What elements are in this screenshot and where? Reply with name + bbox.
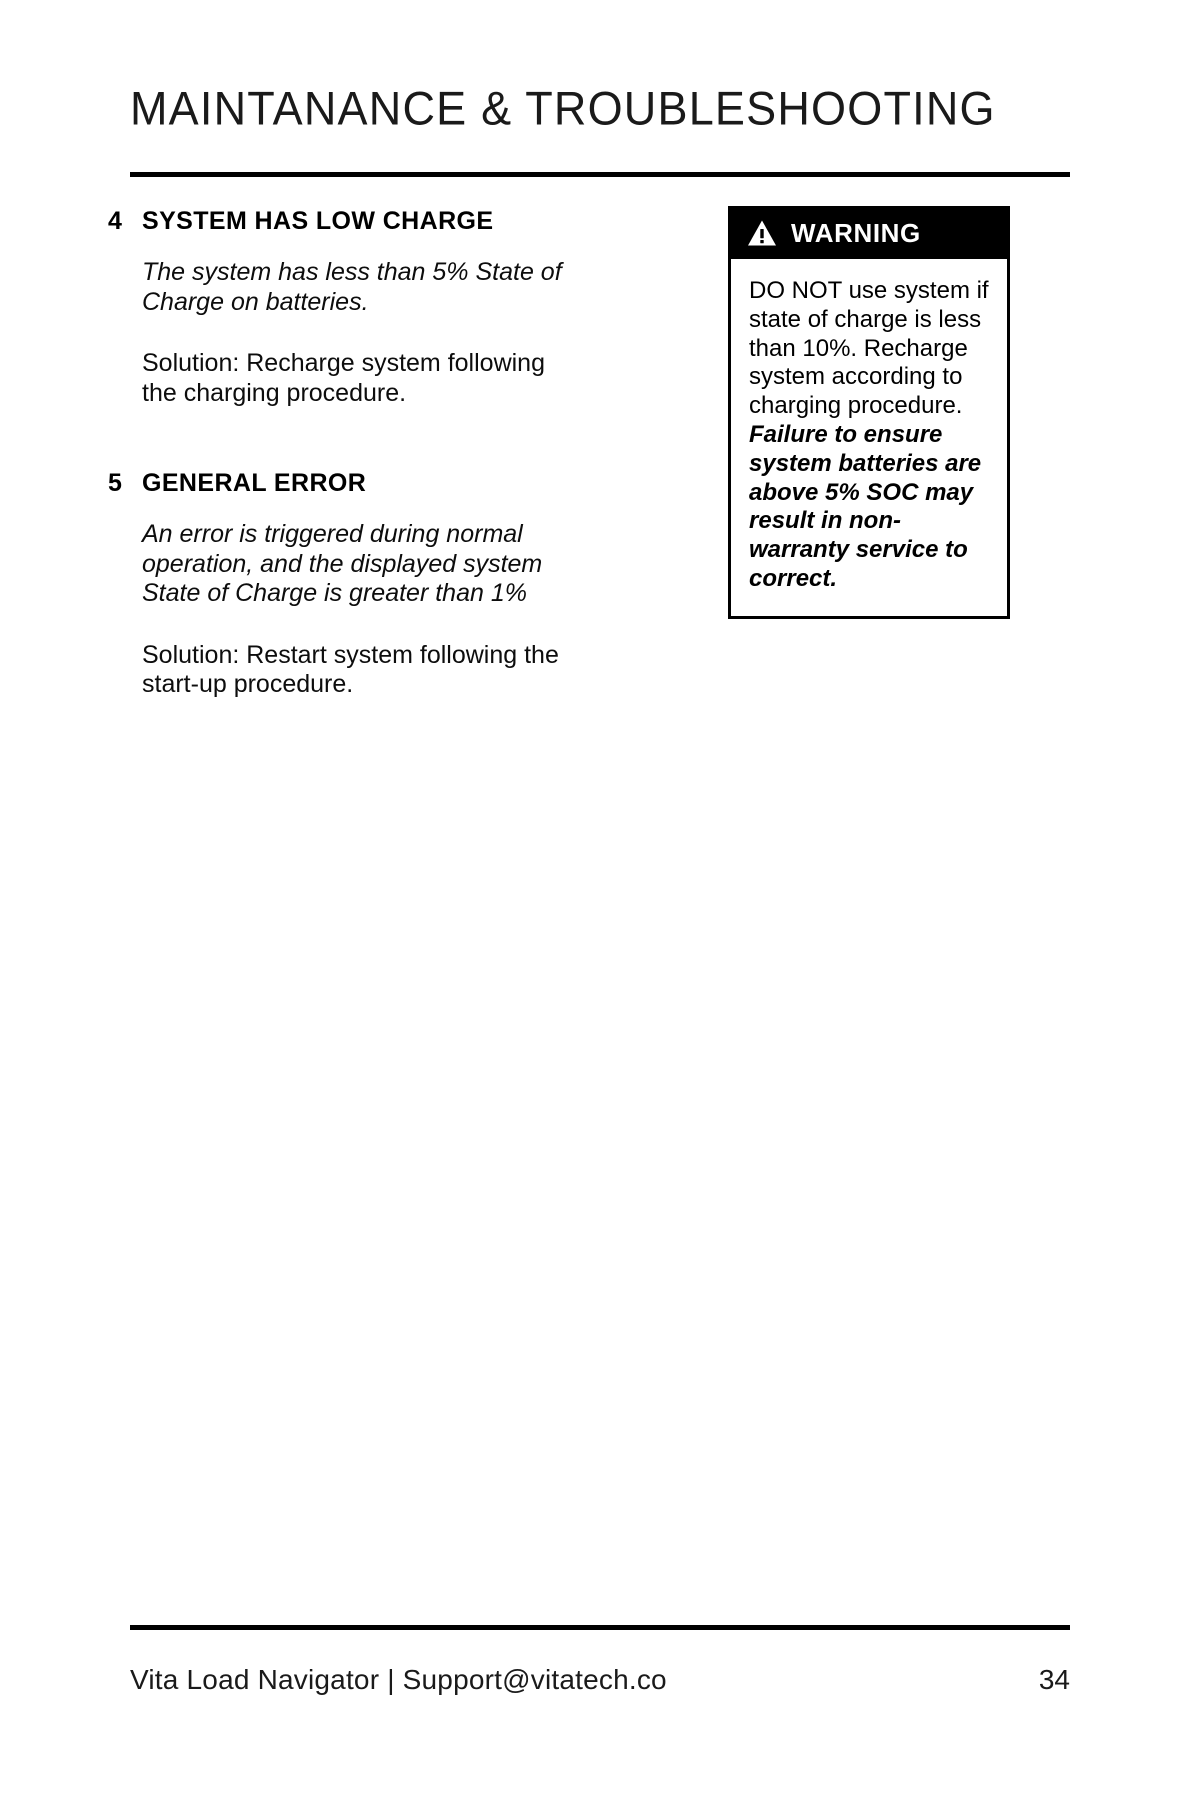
page-footer bbox=[130, 1664, 1070, 1696]
right-column bbox=[728, 206, 1058, 619]
warning-callout bbox=[728, 206, 1010, 619]
warning-body bbox=[731, 259, 1007, 616]
footer-divider bbox=[130, 1625, 1070, 1630]
item-title: SYSTEM HAS LOW CHARGE bbox=[142, 207, 494, 235]
item-body bbox=[142, 258, 578, 408]
warning-label: WARNING bbox=[791, 218, 921, 248]
item-number: 5 bbox=[108, 469, 123, 497]
item-solution: Solution: Recharge system following the charging procedure. bbox=[142, 349, 545, 407]
page-number: 34 bbox=[1038, 1664, 1070, 1695]
warning-header bbox=[731, 209, 1007, 259]
page-header bbox=[130, 80, 1070, 135]
item-solution: Solution: Restart system following the start-up procedure. bbox=[142, 640, 559, 698]
item-heading bbox=[108, 468, 578, 498]
warning-text: DO NOT use system if state of charge is less than 10%. Recharge system according to charging procedure. bbox=[749, 277, 989, 420]
page-title: MAINTANANCE & TROUBLESHOOTING bbox=[130, 80, 996, 135]
left-column bbox=[108, 206, 578, 700]
warning-emphasis-text: Failure to ensure system batteries are above 5% SOC may result in non-warranty service to correct. bbox=[749, 420, 982, 592]
header-divider bbox=[130, 172, 1070, 177]
item-number: 4 bbox=[108, 207, 123, 235]
troubleshooting-item-4 bbox=[108, 206, 578, 408]
item-title: GENERAL ERROR bbox=[142, 469, 367, 497]
footer-text: Vita Load Navigator | Support@vitatech.co bbox=[130, 1664, 667, 1695]
warning-triangle-icon bbox=[747, 219, 777, 247]
troubleshooting-item-5 bbox=[108, 468, 578, 700]
item-description: The system has less than 5% State of Charge on batteries. bbox=[142, 258, 562, 316]
item-body bbox=[142, 520, 578, 700]
item-heading bbox=[108, 206, 578, 236]
item-description: An error is triggered during normal operation, and the displayed system State of Charge is greater than 1% bbox=[142, 520, 543, 607]
